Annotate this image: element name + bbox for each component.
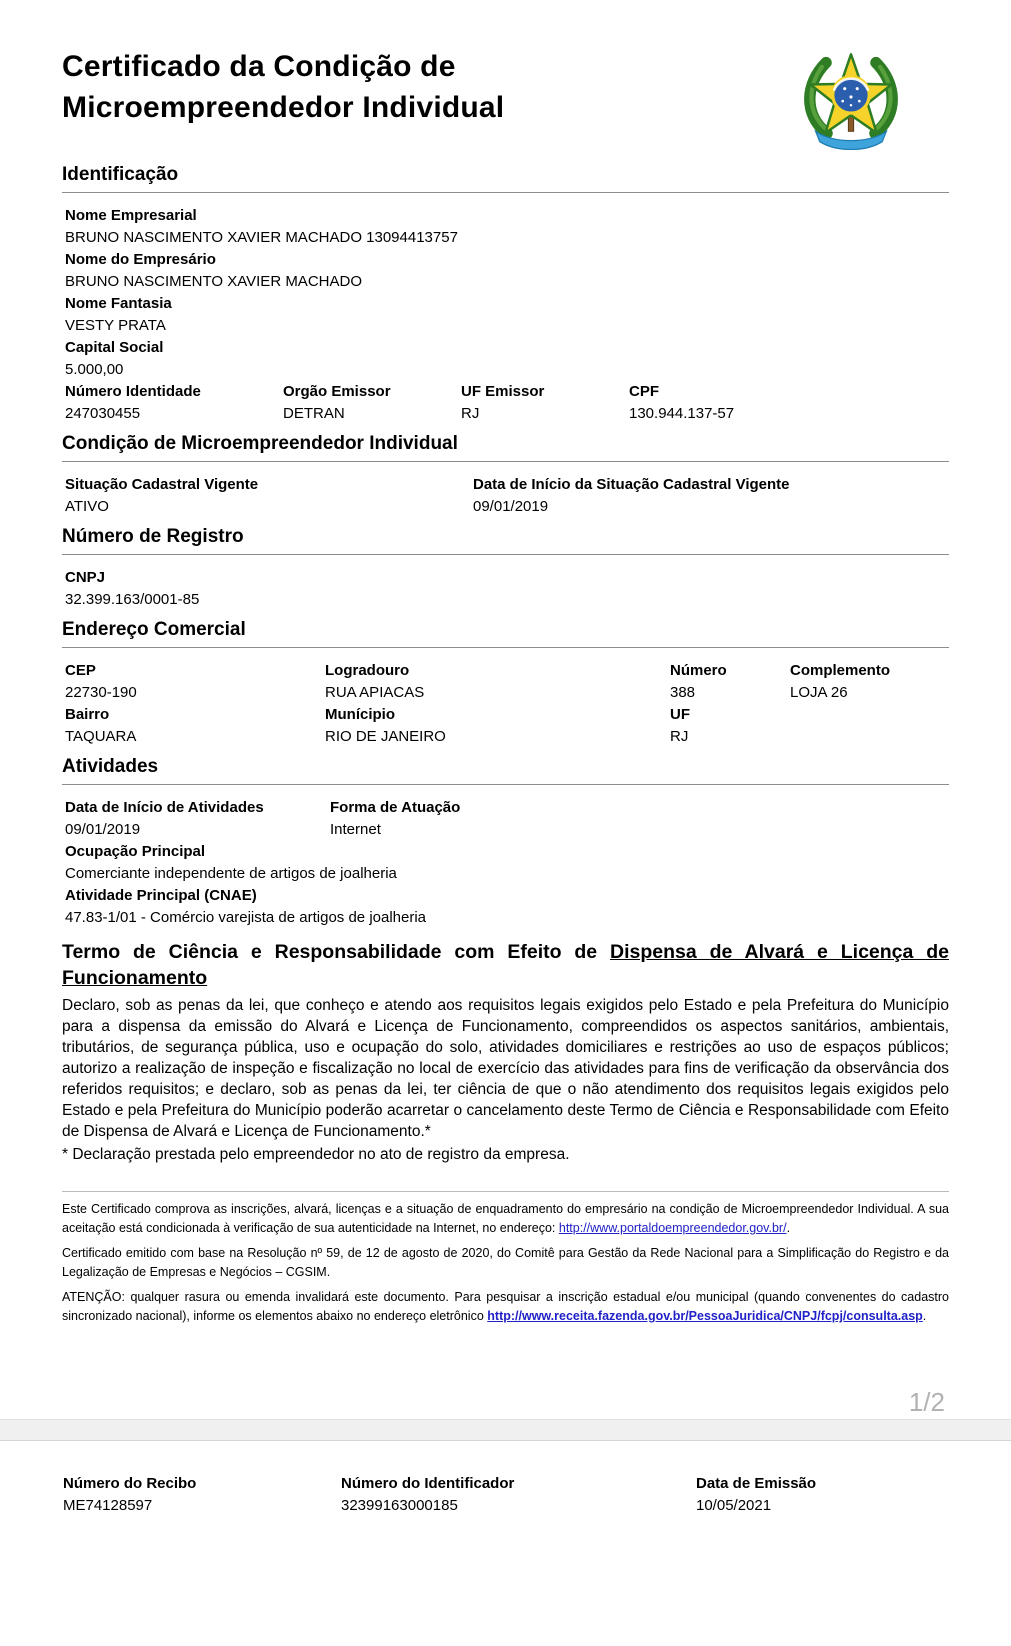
field-label: Ocupação Principal — [65, 843, 206, 860]
termo-paragraph: Declaro, sob as penas da lei, que conheço e atendo aos requisitos legais exigidos pelo Estado e pela Prefeitura do Município para a dispensa da emissão do Alvará e Licença de Funcionamento, compreendidos os aspectos sanitários, ambientais, tributários, de segurança pública, uso e ocupação do solo, atividades domiciliares e restrições ao uso de espaços públicos; autorizo a realização de inspeção e fiscalização no local de exercício das atividades para fins de verificação da observância dos referidos requisitos; e declaro, sob as penas da lei, ter ciência de que o não atendimento dos requisitos legais exigidos pelo Estado e pela Prefeitura do Município poderão acarretar o cancelamento deste Termo de Ciência e Responsabilidade com Efeito de Dispensa de Alvará e Licença de Funcionamento.* — [62, 997, 949, 1140]
field-value: 09/01/2019 — [65, 821, 141, 838]
field-label: Nome Fantasia — [65, 295, 172, 312]
fine-print-text: . — [922, 1309, 927, 1323]
receita-fazenda-link[interactable]: http://www.receita.fazenda.gov.br/PessoaJuridica/CNPJ/fcpj/consulta.asp — [487, 1309, 923, 1323]
situacao-row — [62, 474, 949, 518]
field-value: 22730-190 — [65, 684, 137, 701]
page-separator-band — [0, 1419, 1011, 1441]
field-label: CNPJ — [65, 569, 106, 586]
fine-print-separator — [62, 1191, 949, 1192]
fine-print-resolucao: Certificado emitido com base na Resolução nº 59, de 12 de agosto de 2020, do Comitê para Gestão da Rede Nacional para a Simplificação do Registro e da Legalização de Empresas e Negócios – CGSIM. — [62, 1246, 949, 1279]
field-label: Complemento — [790, 662, 891, 679]
termo-heading-regular: Termo de Ciência e Responsabilidade com Efeito de — [62, 941, 611, 963]
field-value: RIO DE JANEIRO — [325, 728, 446, 745]
field-label: Forma de Atuação — [330, 799, 461, 816]
fine-print-text: . — [786, 1221, 791, 1235]
fine-print-text: Este Certificado comprova as inscrições, alvará, licenças e a situação de enquadramento do empresário na condição de Microempreendedor Individual. A sua aceitação está condicionada à verificação de sua autenticidade na Internet, no endereço: — [62, 1202, 949, 1235]
section-rule — [62, 554, 949, 555]
section-heading-condicao: Condição de Microempreendedor Individual — [62, 433, 458, 454]
fine-print-text: ATENÇÃO: qualquer rasura ou emenda invalidará este documento. Para pesquisar a inscrição estadual e/ou municipal (quando convenentes do cadastro sincronizado nacional), informe os elementos abaixo no endereço eletrônico — [62, 1290, 949, 1323]
section-heading-registro: Número de Registro — [62, 526, 244, 547]
field-atividade-principal-cnae — [65, 885, 949, 929]
field-ocupacao-principal — [65, 841, 949, 885]
field-label: Situação Cadastral Vigente — [65, 476, 259, 493]
field-label: Data de Emissão — [696, 1475, 817, 1492]
field-value: 09/01/2019 — [473, 498, 549, 515]
field-value: Comerciante independente de artigos de joalheria — [65, 865, 397, 882]
field-label: Número Identidade — [65, 383, 201, 400]
page-title-line1: Certificado da Condição de — [62, 50, 456, 83]
brazil-coat-of-arms-icon — [797, 46, 905, 150]
field-label: Nome do Empresário — [65, 251, 216, 268]
field-value: VESTY PRATA — [65, 317, 166, 334]
page-title-line2: Microempreendedor Individual — [62, 91, 505, 124]
section-rule — [62, 192, 949, 193]
field-label: Data de Início da Situação Cadastral Vigente — [473, 476, 790, 493]
field-value: BRUNO NASCIMENTO XAVIER MACHADO 13094413757 — [65, 229, 458, 246]
field-value: BRUNO NASCIMENTO XAVIER MACHADO — [65, 273, 362, 290]
field-label: UF Emissor — [461, 383, 545, 400]
field-value: 10/05/2021 — [696, 1497, 772, 1514]
field-label: Número — [670, 662, 727, 679]
section-heading-endereco: Endereço Comercial — [62, 619, 246, 640]
field-cnpj — [65, 567, 949, 611]
section-rule — [62, 461, 949, 462]
portal-empreendedor-link[interactable]: http://www.portaldoempreendedor.gov.br/ — [558, 1221, 787, 1235]
field-value: RJ — [461, 405, 480, 422]
certificate-document — [0, 46, 1011, 1517]
identity-row — [62, 381, 949, 425]
endereco-row-1 — [62, 660, 949, 704]
termo-heading-underlined: Dispensa de Alvará e Licença de Funcionamento — [62, 941, 949, 989]
field-label: Munícipio — [325, 706, 395, 723]
field-value: RJ — [670, 728, 689, 745]
field-label: UF — [670, 706, 690, 723]
field-label: Logradouro — [325, 662, 410, 679]
field-nome-empresario — [65, 249, 949, 293]
field-value: 32.399.163/0001-85 — [65, 591, 200, 608]
endereco-row-2 — [62, 704, 949, 748]
field-value: ATIVO — [65, 498, 109, 515]
section-rule — [62, 784, 949, 785]
field-capital-social — [65, 337, 949, 381]
field-value: DETRAN — [283, 405, 345, 422]
fine-print-authenticity — [62, 1200, 949, 1238]
field-value: ME74128597 — [63, 1497, 153, 1514]
field-value: LOJA 26 — [790, 684, 848, 701]
field-label: Atividade Principal (CNAE) — [65, 887, 257, 904]
field-value: Internet — [330, 821, 381, 838]
field-nome-fantasia — [65, 293, 949, 337]
field-label: Número do Recibo — [63, 1475, 197, 1492]
termo-footnote: * Declaração prestada pelo empreendedor no ato de registro da empresa. — [62, 1146, 570, 1163]
atividades-row — [62, 797, 949, 841]
footer-row — [62, 1473, 949, 1517]
field-label: CPF — [629, 383, 659, 400]
field-label: Nome Empresarial — [65, 207, 197, 224]
section-heading-atividades: Atividades — [62, 756, 159, 777]
field-value: 47.83-1/01 - Comércio varejista de artigos de joalheria — [65, 909, 427, 926]
field-value: 388 — [670, 684, 696, 701]
section-rule — [62, 647, 949, 648]
field-value: 32399163000185 — [341, 1497, 458, 1514]
field-label: CEP — [65, 662, 96, 679]
document-header — [62, 46, 949, 150]
field-value: RUA APIACAS — [325, 684, 425, 701]
field-label: Data de Início de Atividades — [65, 799, 264, 816]
section-heading-identificacao: Identificação — [62, 164, 179, 185]
page-title — [62, 46, 504, 128]
field-label: Bairro — [65, 706, 110, 723]
field-label: Orgão Emissor — [283, 383, 391, 400]
termo-heading — [62, 939, 949, 991]
field-value: 5.000,00 — [65, 361, 124, 378]
field-nome-empresarial — [65, 205, 949, 249]
field-value: 130.944.137-57 — [629, 405, 735, 422]
page-number-indicator: 1/2 — [908, 1387, 945, 1417]
field-label: Capital Social — [65, 339, 164, 356]
field-value: TAQUARA — [65, 728, 137, 745]
field-value: 247030455 — [65, 405, 141, 422]
field-label: Número do Identificador — [341, 1475, 515, 1492]
fine-print-atencao — [62, 1288, 949, 1326]
